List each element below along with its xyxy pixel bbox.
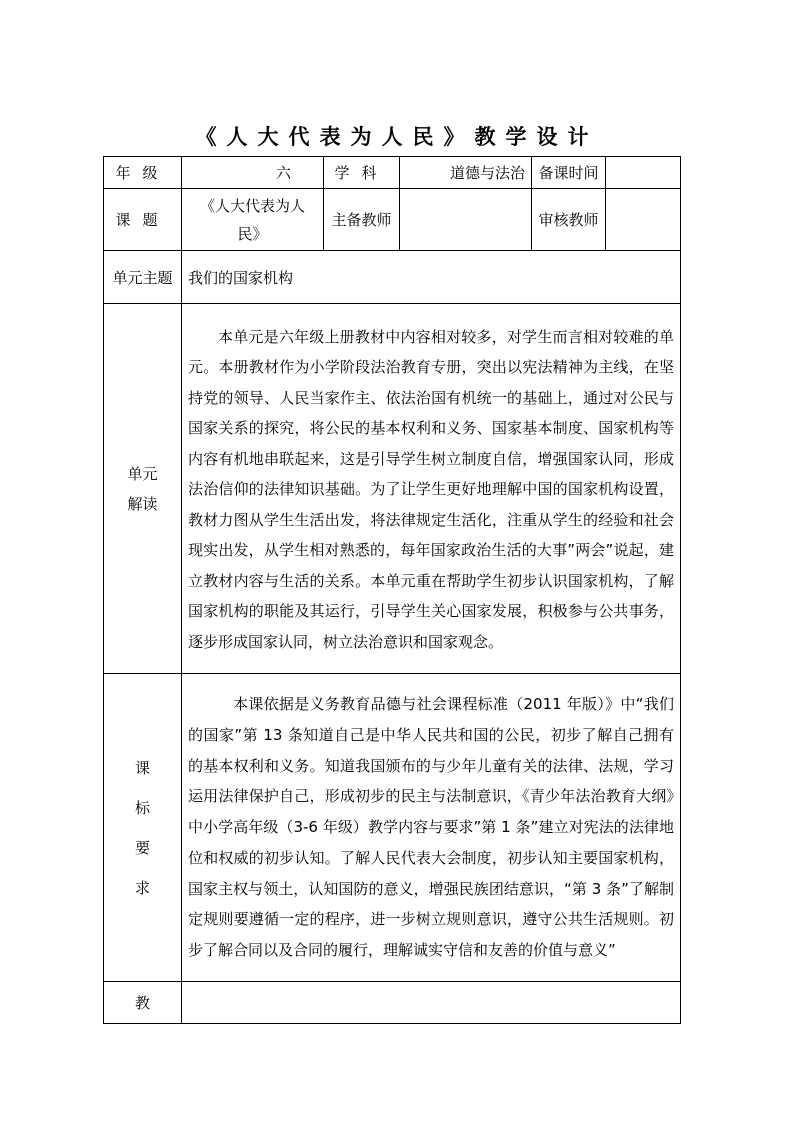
topic-value: 《人大代表为人民》: [182, 189, 324, 251]
row-grade: [104, 157, 681, 189]
lesson-plan-table: [103, 156, 681, 1024]
row-topic: [104, 189, 681, 251]
curriculum-label-line1: 课: [134, 758, 150, 777]
unit-theme-value: 我们的国家机构: [182, 251, 681, 304]
subject-label: 学科: [324, 157, 400, 189]
curriculum-label-line2: 标: [134, 798, 150, 817]
unit-interpretation-label-line1: 单元: [127, 464, 158, 483]
reviewer-value: [606, 189, 681, 251]
unit-interpretation-text: 本单元是六年级上册教材中内容相对较多，对学生而言相对较难的单元。本册教材作为小学阶段法治教育专册，突出以宪法精神为主线，在坚持党的领导、人民当家作主、依法治国有机统一的基础上，通过对公民与国家关系的探究，将公民的基本权利和义务、国家基本制度、国家机构等内容有机地串联起来，这是引导学生树立制度自信，增强国家认同，形成法治信仰的法律知识基础。为了让学生更好地理解中国的国家机构设置，教材力图从学生生活出发，将法律规定生活化，注重从学生的经验和社会现实出发，从学生相对熟悉的，每年国家政治生活的大事”两会”说起，建立教材内容与生活的关系。本单元重在帮助学生初步认识国家机构，了解国家机构的职能及其运行，引导学生关心国家发展，积极参与公共事务，逐步形成国家认同，树立法治意识和国家观念。: [182, 304, 681, 674]
curriculum-text: 本课依据是义务教育品德与社会课程标准（2011 年版）》中“我们的国家”第 13 条知道自己是中华人民共和国的公民，初步了解自己拥有的基本权利和义务。知道我国颁布的与少年儿童有关的法律、法规，学习运用法律保护自己，形成初步的民主与法制意识，《青少年法治教育大纲》中小学高年级（3-6 年级）教学内容与要求”第 1 条”建立对宪法的法律地位和权威的初步认知。了解人民代表大会制度，初步认知主要国家机构，国家主权与领土，认知国防的意义，增强民族团结意识，“第 3 条”了解制定规则要遵循一定的程序，进一步树立规则意识，遵守公共生活规则。初步了解合同以及合同的履行，理解诚实守信和友善的价值与意义”: [182, 674, 681, 982]
lead-teacher-value: [400, 189, 532, 251]
grade-label: 年级: [104, 157, 182, 189]
unit-interpretation-label-line2: 解读: [127, 494, 158, 513]
teaching-label: 教: [104, 982, 182, 1024]
subject-value: 道德与法治: [400, 157, 532, 189]
teaching-value: [182, 982, 681, 1024]
topic-label: 课题: [104, 189, 182, 251]
unit-interpretation-label: [104, 304, 182, 674]
curriculum-label-line4: 求: [134, 878, 150, 897]
prep-time-value: [606, 157, 681, 189]
curriculum-label-line3: 要: [134, 838, 150, 857]
grade-value: 六: [182, 157, 324, 189]
prep-time-label: 备课时间: [532, 157, 606, 189]
row-curriculum-requirements: [104, 674, 681, 982]
document-title: 《人大代表为人民》教学设计: [195, 124, 599, 149]
reviewer-label: 审核教师: [532, 189, 606, 251]
curriculum-label: [104, 674, 182, 982]
lead-teacher-label: 主备教师: [324, 189, 400, 251]
row-unit-interpretation: [104, 304, 681, 674]
row-teaching: [104, 982, 681, 1024]
unit-theme-label: 单元主题: [104, 251, 182, 304]
row-unit-theme: [104, 251, 681, 304]
